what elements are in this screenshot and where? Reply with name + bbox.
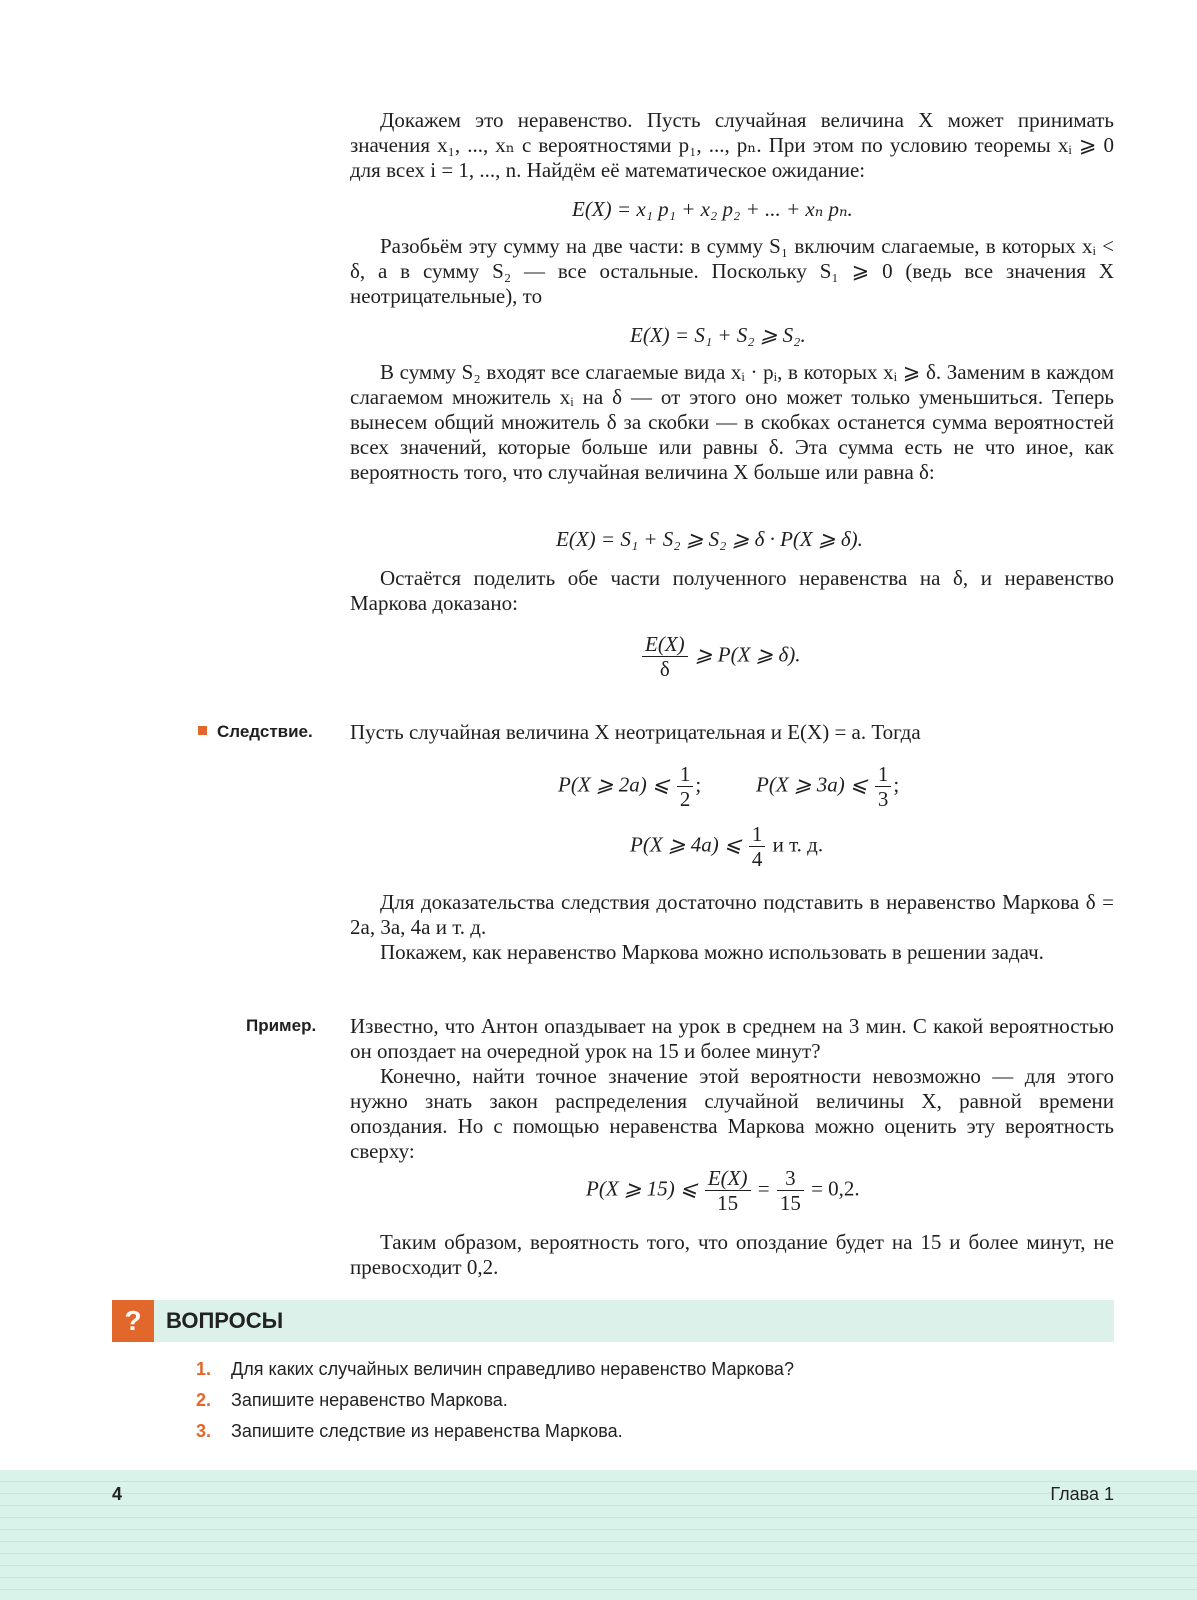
question-item: 3. Запишите следствие из неравенства Маркова. [196, 1421, 623, 1441]
question-item: 1. Для каких случайных величин справедливо неравенство Маркова? [196, 1359, 794, 1379]
corollary-text: Пусть случайная величина X неотрицательная и E(X) = a. Тогда [350, 720, 921, 744]
fraction: $\frac{3}{15}$ [777, 1166, 804, 1215]
page-number: 4 [112, 1484, 123, 1504]
question-item: 2. Запишите неравенство Маркова. [196, 1390, 508, 1410]
question-mark-icon: ? [112, 1300, 154, 1342]
corollary-label: Следствие. [198, 722, 313, 742]
formula-expectation: E(X) = x₁ p₁ + x₂ p₂ + ... + xₙ pₙ. [572, 197, 853, 221]
fraction: $\frac{1}{2}$ [677, 762, 694, 811]
fraction: $\frac{1}{3}$ [875, 762, 892, 811]
footer-band [0, 1470, 1197, 1600]
formula-markov-inequality: $\frac{E(X)}{\delta}$ ⩾ P(X ⩾ δ). [640, 632, 801, 681]
questions-title: ВОПРОСЫ [166, 1308, 284, 1333]
questions-list [196, 1354, 794, 1447]
corollary-proof-paragraph: Для доказательства следствия достаточно подставить в неравенство Маркова δ = 2a, 3a, 4a и т. д. Покажем, как неравенство Маркова можно использовать в решении задач. [350, 890, 1114, 964]
proof-paragraph-4: Остаётся поделить обе части полученного неравенства на δ, и неравенство Маркова доказано: [350, 566, 1114, 615]
fraction: $\frac{E(X)}{15}$ [705, 1166, 751, 1215]
fraction: $\frac{1}{4}$ [749, 822, 766, 871]
example-text: Известно, что Антон опаздывает на урок в среднем на 3 мин. С какой вероятностью он опоздает на очередной урок на 15 и более минут? Конечно, найти точное значение этой вероятности невозможно — для этого нужно знать закон распределения случайной величины X, равной времени опоздания. Но с помощью неравенства Маркова можно оценить эту вероятность сверху: [350, 1014, 1114, 1163]
conclusion-paragraph: Таким образом, вероятность того, что опоздание будет на 15 и более минут, не превосходит 0,2. [350, 1230, 1114, 1279]
example-label: Пример. [246, 1016, 317, 1035]
orange-bullet-icon [198, 726, 207, 735]
formula-example: P(X ⩾ 15) ⩽ $\frac{E(X)}{15}$ = $\frac{3}{15}$ = 0,2. [586, 1166, 860, 1215]
chapter-label: Глава 1 [1050, 1484, 1114, 1504]
formula-corollary-3a: P(X ⩾ 3a) ⩽ $\frac{1}{3}$ ; [756, 762, 900, 811]
formula-corollary-2a: P(X ⩾ 2a) ⩽ $\frac{1}{2}$ ; [558, 762, 702, 811]
formula-chain: E(X) = S₁ + S₂ ⩾ S₂ ⩾ δ · P(X ⩾ δ). [556, 527, 863, 551]
proof-paragraph-3: В сумму S₂ входят все слагаемые вида xᵢ · pᵢ, в которых xᵢ ⩾ δ. Заменим в каждом слагаемом множитель xᵢ на δ — от этого оно может только уменьшиться. Теперь вынесем общий множитель δ за скобки — в скобках останется сумма вероятностей всех значений, которые больше или равны δ. Эта сумма есть не что иное, как вероятность того, что случайная величина X больше или равна δ: [350, 360, 1114, 484]
proof-paragraph-2: Разобьём эту сумму на две части: в сумму S₁ включим слагаемые, в которых xᵢ < δ, а в сумму S₂ — все остальные. Поскольку S₁ ⩾ 0 (ведь все значения X неотрицательные), то [350, 234, 1114, 308]
proof-paragraph-1: Докажем это неравенство. Пусть случайная величина X может принимать значения x₁, ..., xₙ с вероятностями p₁, ..., pₙ. При этом по условию теоремы xᵢ ⩾ 0 для всех i = 1, ..., n. Найдём её математическое ожидание: [350, 108, 1114, 182]
formula-split: E(X) = S₁ + S₂ ⩾ S₂. [630, 323, 806, 347]
formula-corollary-4a: P(X ⩾ 4a) ⩽ $\frac{1}{4}$ и т. д. [630, 822, 824, 871]
fraction: $\frac{E(X)}{\delta}$ [642, 632, 688, 681]
